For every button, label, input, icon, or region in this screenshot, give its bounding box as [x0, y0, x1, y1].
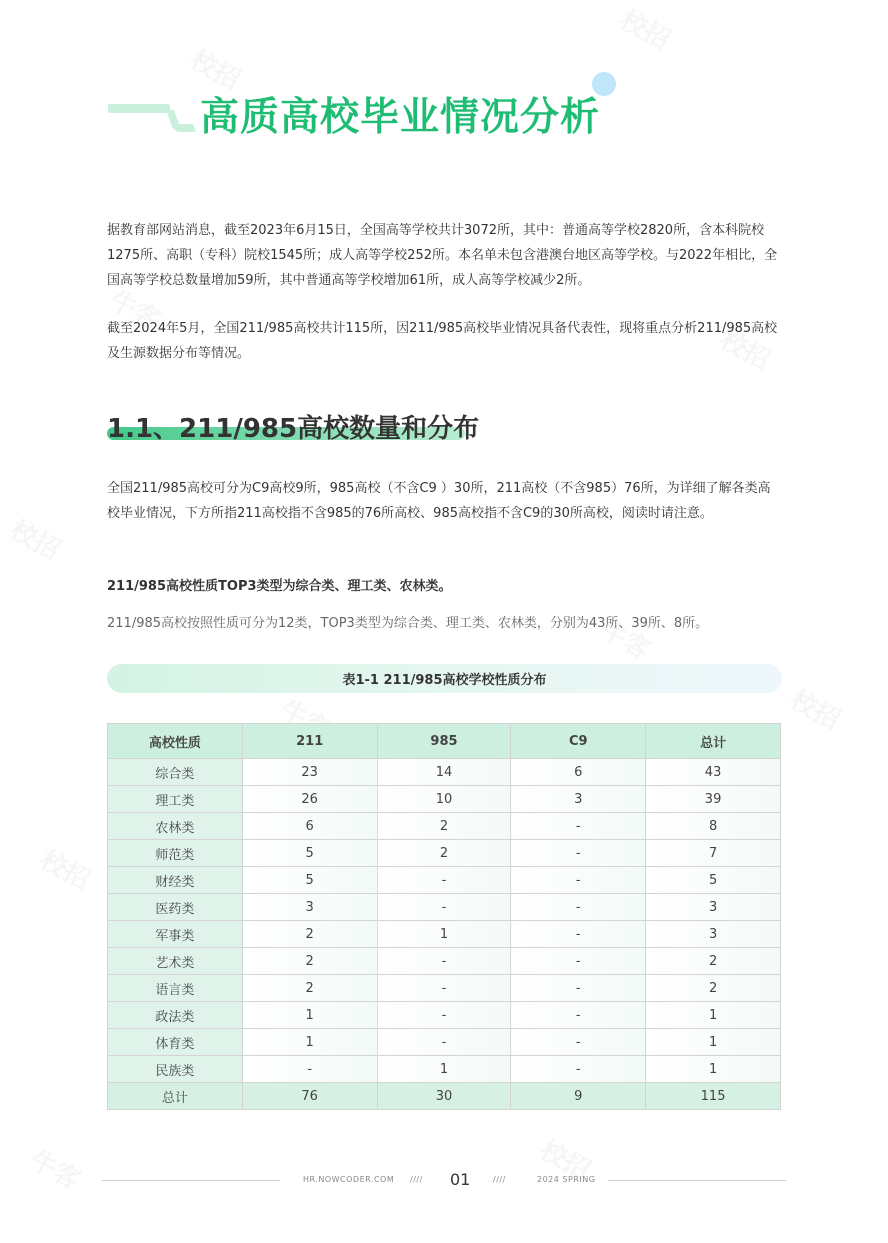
- table-row: [108, 867, 781, 894]
- table-cell: 艺术类: [108, 948, 243, 975]
- table-header-cell: 总计: [646, 724, 781, 759]
- footer-site: HR.NOWCODER.COM: [303, 1175, 395, 1184]
- table-cell: 14: [377, 759, 511, 786]
- intro-paragraph-2: 截至2024年5月，全国211/985高校共计115所，因211/985高校毕业情况具备代表性，现将重点分析211/985高校及生源数据分布等情况。: [107, 321, 778, 361]
- table-cell: 政法类: [108, 1002, 243, 1029]
- table-cell: 2: [242, 975, 377, 1002]
- table-cell: -: [511, 813, 646, 840]
- title-decoration-dash: [166, 110, 196, 132]
- table-cell: 综合类: [108, 759, 243, 786]
- table-row: [108, 1056, 781, 1083]
- table-header-cell: 高校性质: [108, 724, 243, 759]
- table-cell: 43: [646, 759, 781, 786]
- table-cell: 总计: [108, 1083, 243, 1110]
- table-cell: 26: [242, 786, 377, 813]
- page-title: 高质高校毕业情况分析: [200, 95, 601, 140]
- table-row: [108, 975, 781, 1002]
- table-cell: 语言类: [108, 975, 243, 1002]
- watermark-logo: [24, 1140, 87, 1197]
- table-cell: 9: [511, 1083, 646, 1110]
- table-cell: 39: [646, 786, 781, 813]
- table-cell: -: [511, 894, 646, 921]
- section-paragraph: 全国211/985高校可分为C9高校9所，985高校（不含C9 ）30所，211高校（不含985）76所，为详细了解各类高校毕业情况，下方所指211高校指不含985的76所高校、985高校指不含C9的30所高校，阅读时请注意。: [107, 481, 771, 521]
- table-cell: 农林类: [108, 813, 243, 840]
- table-cell: -: [511, 921, 646, 948]
- footer-divider: [608, 1180, 786, 1181]
- table-cell: 2: [646, 975, 781, 1002]
- table-cell: 1: [242, 1002, 377, 1029]
- table-cell: -: [377, 894, 511, 921]
- page-number: 01: [450, 1170, 471, 1189]
- table-cell: 2: [242, 921, 377, 948]
- watermark-logo: [614, 0, 677, 57]
- table-cell: 30: [377, 1083, 511, 1110]
- table-cell: 2: [242, 948, 377, 975]
- table-cell: 1: [646, 1029, 781, 1056]
- table-total-row: [108, 1083, 781, 1110]
- table-cell: 5: [242, 840, 377, 867]
- footer-divider: [102, 1180, 280, 1181]
- table-cell: -: [511, 1029, 646, 1056]
- footer-separator: ////: [493, 1175, 506, 1184]
- table-cell: 5: [242, 867, 377, 894]
- table-cell: 3: [646, 921, 781, 948]
- table-cell: 民族类: [108, 1056, 243, 1083]
- table-cell: -: [511, 948, 646, 975]
- table-row: [108, 786, 781, 813]
- table-cell: 6: [511, 759, 646, 786]
- table-cell: 医药类: [108, 894, 243, 921]
- table-row: [108, 921, 781, 948]
- table-cell: -: [242, 1056, 377, 1083]
- table-cell: -: [377, 948, 511, 975]
- table-cell: -: [511, 840, 646, 867]
- watermark-logo: [784, 680, 847, 737]
- table-cell: -: [511, 1002, 646, 1029]
- table-row: [108, 948, 781, 975]
- table-cell: 115: [646, 1083, 781, 1110]
- table-cell: 6: [242, 813, 377, 840]
- table-cell: 2: [377, 840, 511, 867]
- title-decoration-bar: [108, 104, 170, 113]
- section-subheading: 211/985高校性质TOP3类型为综合类、理工类、农林类。: [107, 579, 452, 594]
- section-subtext: 211/985高校按照性质可分为12类，TOP3类型为综合类、理工类、农林类，分别为43所、39所、8所。: [107, 616, 709, 631]
- table-cell: 2: [377, 813, 511, 840]
- table-cell: 1: [646, 1002, 781, 1029]
- table-cell: 1: [646, 1056, 781, 1083]
- intro-paragraph-1: 据教育部网站消息，截至2023年6月15日，全国高等学校共计3072所，其中：普通高等学校2820所，含本科院校1275所、高职（专科）院校1545所；成人高等学校252所。本名单未包含港澳台地区高等学校。与2022年相比，全国高等学校总数量增加59所，其中普通高等学校增加61所，成人高等学校减少2所。: [107, 223, 778, 288]
- footer-separator: ////: [410, 1175, 423, 1184]
- table-cell: 1: [242, 1029, 377, 1056]
- table-header-cell: C9: [511, 724, 646, 759]
- university-type-table: [107, 723, 781, 1110]
- table-cell: -: [377, 867, 511, 894]
- table-cell: 军事类: [108, 921, 243, 948]
- table-cell: 3: [511, 786, 646, 813]
- table-cell: 8: [646, 813, 781, 840]
- table-cell: 财经类: [108, 867, 243, 894]
- table-caption: 表1-1 211/985高校学校性质分布: [107, 664, 782, 693]
- table-cell: 体育类: [108, 1029, 243, 1056]
- table-header-row: [108, 724, 781, 759]
- table-row: [108, 894, 781, 921]
- table-cell: 3: [242, 894, 377, 921]
- table-cell: -: [377, 1002, 511, 1029]
- table-cell: 10: [377, 786, 511, 813]
- table-cell: 76: [242, 1083, 377, 1110]
- watermark-logo: [4, 510, 67, 567]
- table-cell: 2: [646, 948, 781, 975]
- table-cell: -: [511, 975, 646, 1002]
- table-cell: 1: [377, 921, 511, 948]
- footer-season: 2024 SPRING: [537, 1175, 596, 1184]
- table-cell: -: [511, 867, 646, 894]
- section-title: 1.1、211/985高校数量和分布: [107, 414, 480, 444]
- table-cell: 3: [646, 894, 781, 921]
- watermark-logo: [34, 840, 97, 897]
- table-row: [108, 1029, 781, 1056]
- table-cell: 1: [377, 1056, 511, 1083]
- table-row: [108, 813, 781, 840]
- table-cell: 理工类: [108, 786, 243, 813]
- table-cell: -: [377, 1029, 511, 1056]
- table-cell: 7: [646, 840, 781, 867]
- table-row: [108, 759, 781, 786]
- table-cell: 5: [646, 867, 781, 894]
- table-row: [108, 840, 781, 867]
- table-cell: 23: [242, 759, 377, 786]
- table-row: [108, 1002, 781, 1029]
- table-header-cell: 985: [377, 724, 511, 759]
- table-cell: -: [511, 1056, 646, 1083]
- table-header-cell: 211: [242, 724, 377, 759]
- table-cell: 师范类: [108, 840, 243, 867]
- table-cell: -: [377, 975, 511, 1002]
